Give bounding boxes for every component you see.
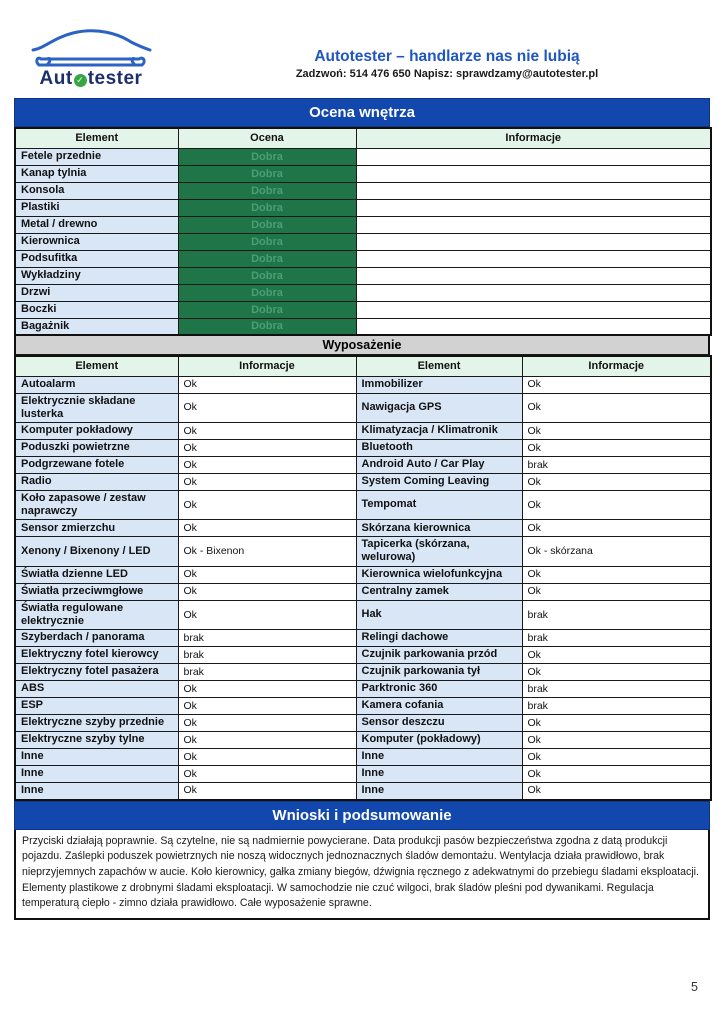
table-row [15,715,711,732]
info-cell: Ok [522,439,711,456]
info-cell: brak [178,647,356,664]
section-header-wyposazenie: Wyposażenie [14,336,710,355]
info-cell: brak [178,664,356,681]
info-cell: brak [522,600,711,629]
element-cell: Szyberdach / panorama [15,630,178,647]
info-cell: Ok [522,566,711,583]
info-cell [356,165,711,182]
info-cell [356,216,711,233]
element-cell: Tapicerka (skórzana, welurowa) [356,537,522,566]
info-cell [356,250,711,267]
element-cell: Inne [15,783,178,800]
element-cell: Kierownica [15,233,178,250]
element-cell: Podsufitka [15,250,178,267]
element-cell: System Coming Leaving [356,473,522,490]
info-cell: Ok [178,732,356,749]
element-cell: Światła regulowane elektrycznie [15,600,178,629]
table-row [15,749,711,766]
info-cell: brak [522,681,711,698]
element-cell: Radio [15,473,178,490]
info-cell: Ok [178,439,356,456]
info-cell: Ok [522,583,711,600]
table-row [15,376,711,393]
info-cell: Ok [522,715,711,732]
info-cell: Ok [522,376,711,393]
rating-cell: Dobra [178,318,356,335]
page-title: Autotester – handlarze nas nie lubią [314,48,580,65]
element-cell: Relingi dachowe [356,630,522,647]
info-cell: Ok [522,490,711,519]
info-cell [356,267,711,284]
info-cell: Ok [178,473,356,490]
element-cell: Nawigacja GPS [356,393,522,422]
element-cell: Inne [356,766,522,783]
info-cell: Ok [522,732,711,749]
info-cell: Ok [178,783,356,800]
rating-cell: Dobra [178,148,356,165]
interior-rating-table [14,127,712,336]
column-header: Element [356,356,522,376]
table-row [15,630,711,647]
element-cell: Komputer pokładowy [15,422,178,439]
info-cell: Ok [522,422,711,439]
rating-cell: Dobra [178,216,356,233]
rating-cell: Dobra [178,233,356,250]
info-cell: Ok [178,566,356,583]
table-row [15,318,711,335]
info-cell: Ok [522,647,711,664]
table-row [15,148,711,165]
info-cell [356,233,711,250]
section-header-ocena-wnetrza: Ocena wnętrza [14,98,710,127]
table-row [15,165,711,182]
page-number: 5 [691,980,698,994]
table-row [15,698,711,715]
rating-cell: Dobra [178,284,356,301]
element-cell: Parktronic 360 [356,681,522,698]
info-cell [356,284,711,301]
info-cell: Ok [178,749,356,766]
element-cell: Inne [15,749,178,766]
element-cell: Centralny zamek [356,583,522,600]
info-cell: Ok [522,520,711,537]
info-cell: Ok [178,600,356,629]
rating-cell: Dobra [178,165,356,182]
element-cell: Elektryczne szyby tylne [15,732,178,749]
element-cell: Boczki [15,301,178,318]
element-cell: Kamera cofania [356,698,522,715]
header-text-block [170,26,724,80]
rating-cell: Dobra [178,182,356,199]
table-header-row [15,128,711,148]
page-header [0,0,724,90]
element-cell: Metal / drewno [15,216,178,233]
element-cell: Czujnik parkowania tył [356,664,522,681]
info-cell: Ok [522,664,711,681]
element-cell: Immobilizer [356,376,522,393]
rating-cell: Dobra [178,199,356,216]
element-cell: Światła przeciwmgłowe [15,583,178,600]
element-cell: Elektryczny fotel kierowcy [15,647,178,664]
table-row [15,766,711,783]
info-cell: brak [522,698,711,715]
info-cell: Ok [522,749,711,766]
table-row [15,783,711,800]
element-cell: Czujnik parkowania przód [356,647,522,664]
logo-text-prefix: Aut [39,68,73,89]
info-cell: Ok [178,583,356,600]
info-cell: brak [522,630,711,647]
table-row [15,250,711,267]
element-cell: Elektryczne szyby przednie [15,715,178,732]
info-cell: Ok [178,376,356,393]
rating-cell: Dobra [178,250,356,267]
table-row [15,216,711,233]
element-cell: Skórzana kierownica [356,520,522,537]
element-cell: Inne [356,749,522,766]
info-cell: Ok [178,456,356,473]
info-cell: Ok [522,766,711,783]
column-header: Ocena [178,128,356,148]
logo-text-suffix: tester [87,68,143,89]
autotester-logo [0,26,170,90]
info-cell [356,199,711,216]
column-header: Informacje [178,356,356,376]
car-wrench-icon [27,26,155,72]
table-row [15,566,711,583]
table-row [15,182,711,199]
table-row [15,199,711,216]
element-cell: Hak [356,600,522,629]
element-cell: Bluetooth [356,439,522,456]
element-cell: Klimatyzacja / Klimatronik [356,422,522,439]
table-row [15,681,711,698]
table-row [15,647,711,664]
info-cell: Ok [178,520,356,537]
element-cell: Drzwi [15,284,178,301]
column-header: Element [15,356,178,376]
column-header: Informacje [522,356,711,376]
element-cell: Sensor deszczu [356,715,522,732]
element-cell: Podgrzewane fotele [15,456,178,473]
element-cell: Inne [356,783,522,800]
element-cell: Xenony / Bixenony / LED [15,537,178,566]
table-row [15,267,711,284]
element-cell: Konsola [15,182,178,199]
table-row [15,301,711,318]
table-row [15,233,711,250]
info-cell [356,148,711,165]
info-cell: Ok - skórzana [522,537,711,566]
info-cell: Ok [178,393,356,422]
info-cell: Ok [178,766,356,783]
equipment-table [14,355,712,801]
element-cell: Plastiki [15,199,178,216]
table-row [15,456,711,473]
element-cell: Fetele przednie [15,148,178,165]
table-row [15,422,711,439]
element-cell: Elektryczny fotel pasażera [15,664,178,681]
info-cell: Ok [522,393,711,422]
info-cell [356,318,711,335]
table-row [15,664,711,681]
table-row [15,600,711,629]
info-cell [356,301,711,318]
table-row [15,537,711,566]
column-header: Informacje [356,128,711,148]
rating-cell: Dobra [178,267,356,284]
column-header: Element [15,128,178,148]
element-cell: ABS [15,681,178,698]
info-cell: Ok [178,715,356,732]
element-cell: Android Auto / Car Play [356,456,522,473]
contact-line: Zadzwoń: 514 476 650 Napisz: sprawdzamy@autotester.pl [295,68,599,80]
table-row [15,732,711,749]
table-header-row [15,356,711,376]
element-cell: Bagażnik [15,318,178,335]
element-cell: Tempomat [356,490,522,519]
table-row [15,393,711,422]
info-cell: Ok [178,490,356,519]
info-cell: brak [178,630,356,647]
element-cell: Koło zapasowe / zestaw naprawczy [15,490,178,519]
section-header-wnioski: Wnioski i podsumowanie [14,801,710,830]
element-cell: Inne [15,766,178,783]
table-row [15,520,711,537]
info-cell: brak [522,456,711,473]
element-cell: Elektrycznie składane lusterka [15,393,178,422]
info-cell: Ok [522,783,711,800]
rating-cell: Dobra [178,301,356,318]
report-body [14,98,710,920]
element-cell: Poduszki powietrzne [15,439,178,456]
element-cell: Autoalarm [15,376,178,393]
check-circle-icon: ✓ [74,74,87,87]
element-cell: ESP [15,698,178,715]
table-row [15,583,711,600]
info-cell: Ok - Bixenon [178,537,356,566]
element-cell: Kierownica wielofunkcyjna [356,566,522,583]
info-cell: Ok [178,681,356,698]
info-cell: Ok [178,698,356,715]
summary-text: Przyciski działają poprawnie. Są czytelne, nie są nadmiernie powycierane. Data produkcji pasów bezpieczeństwa zgodna z datą produkcji pojazdu. Zaślepki poduszek powietrznych nie noszą widocznych jednoznacznych śladów demontażu. Wentylacja działa prawidłowo, brak nieprzyjemnych zapachów w aucie. Koło kierownicy, gałka zmiany biegów, dźwignia ręcznego z adekwatnymi do przebiegu śladami eksploatacji. Elementy plastikowe z drobnymi śladami eksploatacji. W samochodzie nie czuć wilgoci, brak śladów pleśni pod dywanikami. Regulacja temperaturą ciepło - zimno działa prawidłowo. Całe wyposażenie sprawne. [14,830,710,920]
table-row [15,490,711,519]
element-cell: Kanap tylnia [15,165,178,182]
table-row [15,284,711,301]
info-cell: Ok [522,473,711,490]
table-row [15,439,711,456]
table-row [15,473,711,490]
info-cell: Ok [178,422,356,439]
element-cell: Komputer (pokładowy) [356,732,522,749]
logo-wordmark [40,68,143,90]
element-cell: Wykładziny [15,267,178,284]
element-cell: Światła dzienne LED [15,566,178,583]
element-cell: Sensor zmierzchu [15,520,178,537]
info-cell [356,182,711,199]
